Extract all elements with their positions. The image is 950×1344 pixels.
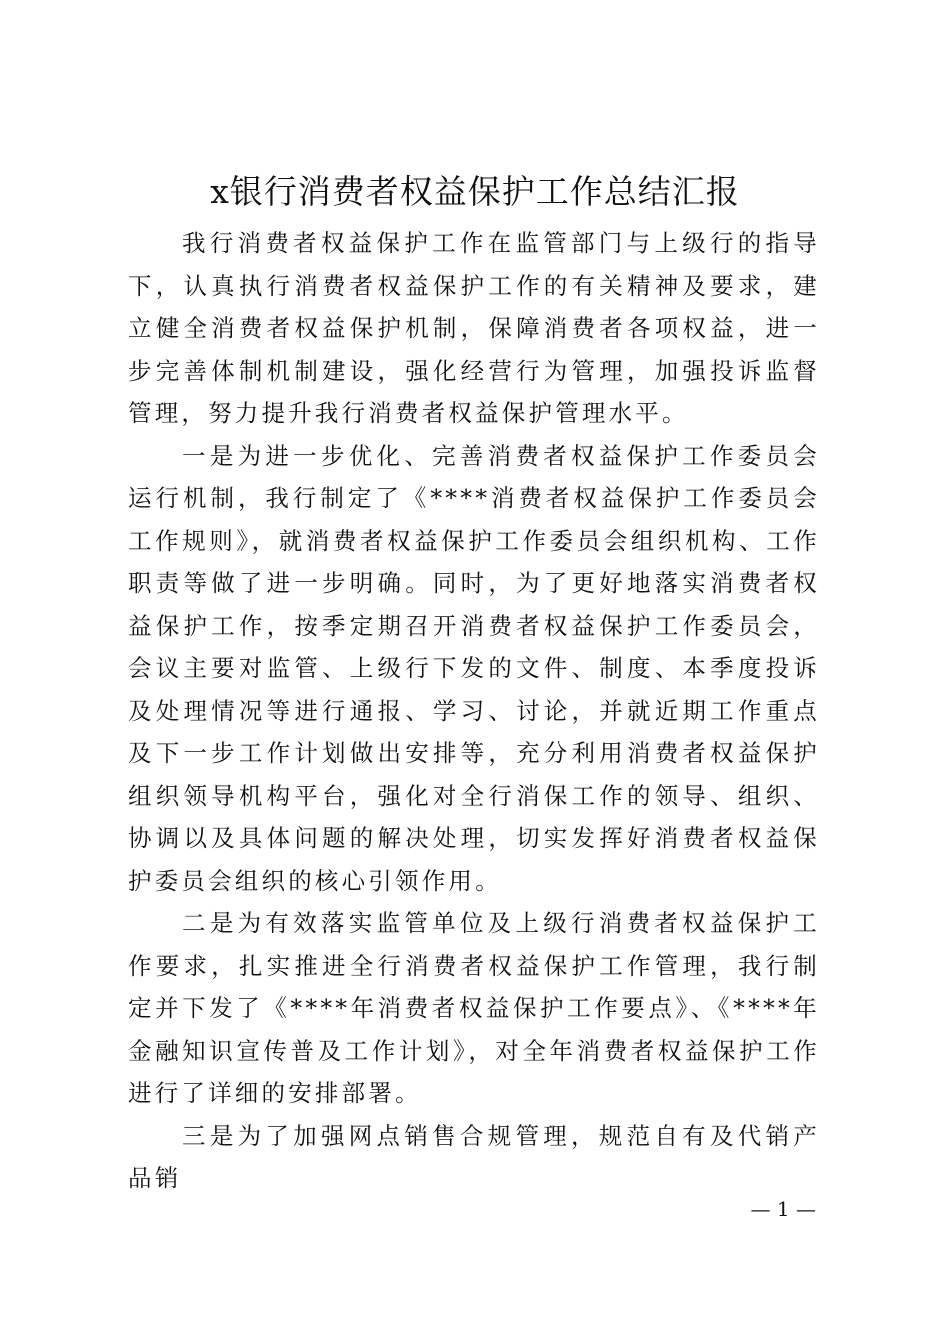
document-body: [128, 222, 820, 1200]
paragraph-one: 一是为进一步优化、完善消费者权益保护工作委员会运行机制，我行制定了《****消费者权益保护工作委员会工作规则》，就消费者权益保护工作委员会组织机构、工作职责等做了进一步明确。同时，为了更好地落实消费者权益保护工作，按季定期召开消费者权益保护工作委员会，会议主要对监管、上级行下发的文件、制度、本季度投诉及处理情况等进行通报、学习、讨论，并就近期工作重点及下一步工作计划做出安排等，充分利用消费者权益保护组织领导机构平台，强化对全行消保工作的领导、组织、协调以及具体问题的解决处理，切实发挥好消费者权益保护委员会组织的核心引领作用。: [128, 441, 820, 895]
paragraph-three: 三是为了加强网点销售合规管理，规范自有及代销产品销: [128, 1121, 820, 1192]
page-number: — 1 —: [750, 1197, 816, 1221]
paragraph-intro: 我行消费者权益保护工作在监管部门与上级行的指导下，认真执行消费者权益保护工作的有关精神及要求，建立健全消费者权益保护机制，保障消费者各项权益，进一步完善体制机制建设，强化经营行为管理，加强投诉监督管理，努力提升我行消费者权益保护管理水平。: [128, 229, 820, 427]
paragraph-two: 二是为有效落实监管单位及上级行消费者权益保护工作要求，扎实推进全行消费者权益保护工作管理，我行制定并下发了《****年消费者权益保护工作要点》、《****年金融知识宣传普及工作计划》，对全年消费者权益保护工作进行了详细的安排部署。: [128, 909, 820, 1107]
document-title: x银行消费者权益保护工作总结汇报: [210, 172, 740, 211]
